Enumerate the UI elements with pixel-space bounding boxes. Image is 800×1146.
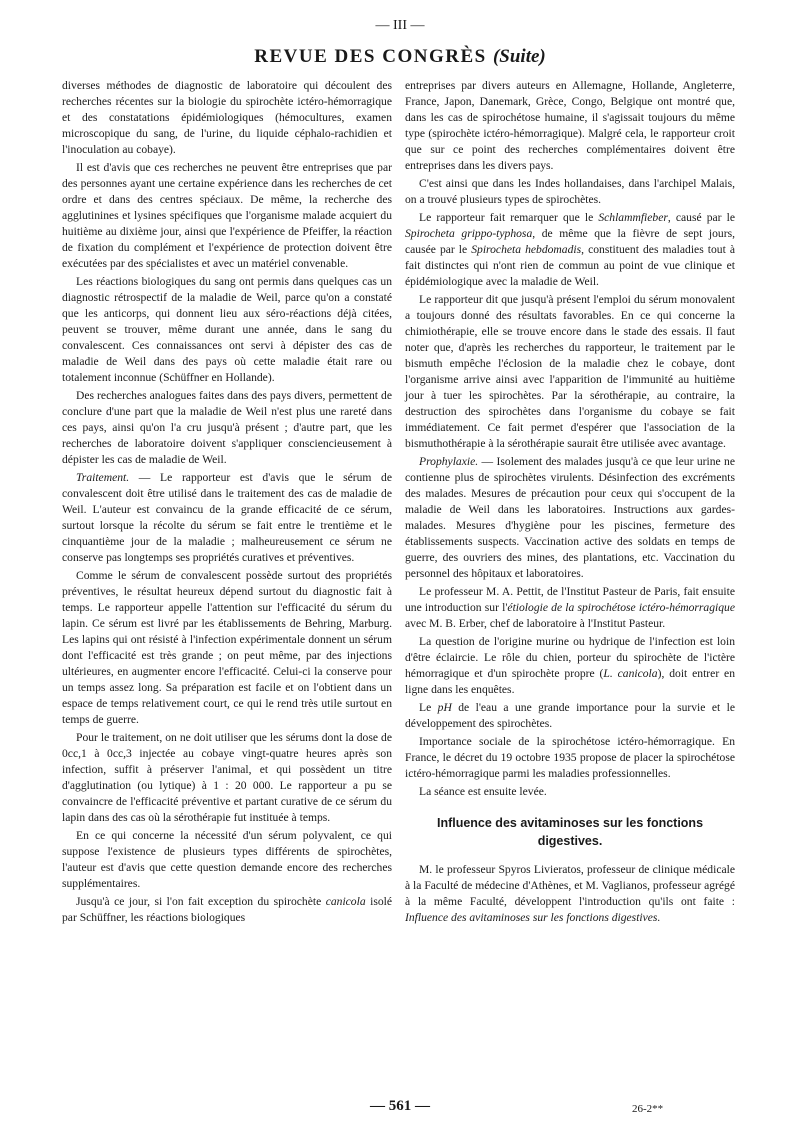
text-run: M. le professeur Spyros Livieratos, professeur de clinique médicale à la Faculté de médecine d'Athènes, et M. Vaglianos, professeur agrégé à la même Faculté, développent l'introduction qu'ils ont faite : (405, 863, 735, 908)
paragraph: Il est d'avis que ces recherches ne peuvent être entreprises que par des personnes ayant une certaine expérience dans les recherches de cet ordre et dans des centres spéciaux. De même, la recherche des agglutinines et lysines spécifiques que l'organisme malade acquiert du huitième au dixième jour, ainsi que l'expérience de Pfeiffer, la réaction de fixation du complément et l'expérience de protection doivent être exécutées par des spécialistes et avec un matériel convenable. (62, 161, 392, 270)
text-run: , de même que la fièvre de sept jours, causée par le (405, 227, 736, 256)
paragraph-text: — Isolement des malades jusqu'à ce que leur urine ne contienne plus de spirochètes virulents. Désinfection des excréments des malades. Mesures de précaution pour ceux qui s'occupent de la maladie de Weil dans les laboratoires. Instructions aux gardes-malades. Mesures d'hygiène pour les piscines, fermeture des établissements suspects. Vaccination active des soldats en temps de guerre, des ouvriers des mines, des plantations, etc. Vaccination du personnel des hôpitaux et laboratoires. (405, 455, 735, 580)
italic-run: Schlammfieber (598, 211, 668, 224)
paragraph: En ce qui concerne la nécessité d'un sérum polyvalent, ce qui suppose l'existence de plusieurs types différents de spirochètes, l'auteur est d'avis que cette question demande encore des recherches supplémentaires. (62, 829, 392, 890)
page-roman-numeral: — III — (375, 18, 425, 33)
paragraph: entreprises par divers auteurs en Allemagne, Hollande, Angleterre, France, Japon, Danemark, Grèce, Congo, Belgique ont montré que, dans les cas de spirochétose humaine, il s'agissait toujours du même type (spirochète ictéro-hémorragique). Malgré cela, le rapporteur croit que sur ce point des recherches complémentaires doivent être entreprises dans les divers pays. (405, 79, 735, 172)
page-number: — 561 — (370, 1098, 430, 1114)
paragraph (405, 584, 735, 632)
right-column (405, 78, 735, 928)
text-run: , constituent des maladies tout à fait distinctes qui n'ont rien de commun au point de vue clinique et épidémiologique avec la maladie de Weil. (405, 243, 736, 288)
section-heading: Influence des avitaminoses sur les fonctions digestives. (436, 816, 704, 848)
paragraph: Le rapporteur dit que jusqu'à présent l'emploi du sérum monovalent a toujours donné des résultats favorables. En ce qui concerne la chimiothérapie, elle se trouve encore dans le stade des essais. Il faut noter que, d'après les recherches du rapporteur, le traitement par le bismuth empêche l'éclosion de la maladie chez le cobaye, dont l'organisme arrive ainsi avec l'apparition de l'immunité au huitième jour à tuer les spirochètes. Par la sérothérapie, au contraire, la destruction des spirochètes dans l'organisme du cobaye se fait immédiatement. Ce fait permet d'espérer que l'association de la bismuthothérapie à la sérothérapie saurait être utilisée avec avantage. (405, 293, 735, 450)
text-run: Le (419, 701, 438, 714)
text-run: avec M. B. Erber, chef de laboratoire à l'Institut Pasteur. (405, 617, 666, 630)
paragraph (405, 862, 735, 926)
text-run: La question de l'origine murine ou hydrique de l'infection est loin d'être éclaircie. Le rôle du chien, porteur du spirochète de l'ictère hémorragique et d'un spirochète propre ( (405, 635, 735, 680)
italic-run: Influence des avitaminoses sur les fonctions digestives. (405, 911, 661, 924)
paragraph: Pour le traitement, on ne doit utiliser que les sérums dont la dose de 0cc,1 à 0cc,3 injectée au cobaye vingt-quatre heures après son infection, suffit à préserver l'animal, et qui possèdent un titre d'agglutination (ou lytique) à 1 : 20 000. Le rapporteur a pu se convaincre de l'efficacité préventive et partant curative de ce sérum du lapin dans des cas où la sérothérapie fut instituée à temps. (62, 731, 392, 824)
paragraph-text: — Le rapporteur est d'avis que le sérum de convalescent doit être utilisé dans le traitement des cas de maladie de Weil. L'auteur est convaincu de la grande efficacité de ce sérum, surtout lorsque la récolte du sérum se fait entre le trentième et le cinquantième jour de la maladie ; malheureusement ce sérum ne conserve pas longtemps ses propriétés curatives et préventives. (62, 471, 392, 564)
italic-run: étiologie de la spirochétose ictéro-hémorragique (507, 601, 735, 614)
italic-run: Spirocheta grippo-typhosa (405, 227, 533, 240)
left-column (62, 78, 392, 928)
paragraph (62, 894, 392, 926)
paragraph: Comme le sérum de convalescent possède surtout des propriétés préventives, le résultat heureux dépend surtout du diagnostic fait à temps. Le rapporteur appelle l'attention sur l'efficacité du sérum du lapin. Ce sérum est livré par les établissements de Behring, Marburg. Les lapins qui ont résisté à l'infection expérimentale donnent un sérum dont l'efficacité est très grande ; on peut même, par des injections ultérieures, en augmenter encore l'efficacité. Celui-ci la conserve pour un temps assez long. Sa préparation est facile et on l'obtient dans un espace de temps relativement court, ce qui le rend très utile surtout en temps de guerre. (62, 569, 392, 726)
text-run: isolé par Schüffner, les réactions biologiques (62, 895, 392, 924)
paragraph: Les réactions biologiques du sang ont permis dans quelques cas un diagnostic rétrospectif de la maladie de Weil, parce qu'on a constaté que les anticorps, qui donnent lieu aux séro-réactions déjà citées, peuvent se trouver, même durant une année, dans le sang du convalescent. Ces connaissances ont servi à dépister des cas de maladie de Weil dans des pays où cette maladie était rare ou totalement inconnue (Schüffner en Hollande). (62, 275, 392, 384)
italic-run: L. canicola (603, 667, 658, 680)
printer-signature: 26-2** (632, 1103, 664, 1115)
page-title (0, 46, 800, 68)
paragraph: C'est ainsi que dans les Indes hollandaises, dans l'archipel Malais, on a trouvé plusieurs types de spirochètes. (405, 177, 735, 206)
paragraph: Importance sociale de la spirochétose ictéro-hémorragique. En France, le décret du 19 octobre 1935 propose de placer la spirochétose ictéro-hémorragique parmi les maladies professionnelles. (405, 735, 735, 780)
italic-run: Spirocheta hebdomadis (471, 243, 582, 256)
title-suite: (Suite) (492, 46, 546, 67)
paragraph (405, 700, 735, 732)
italic-run: canicola (325, 895, 366, 908)
paragraph (405, 634, 735, 698)
paragraph-prophylaxie (405, 454, 735, 582)
paragraph (405, 210, 735, 290)
text-run: Le rapporteur fait remarquer que le (419, 211, 599, 224)
paragraph-traitement (62, 470, 392, 566)
text-run: , causé par le (667, 211, 736, 224)
section-lead: Prophylaxie. (419, 455, 479, 468)
text-run: Jusqu'à ce jour, si l'on fait exception du spirochète (76, 895, 326, 908)
paragraph: La séance est ensuite levée. (419, 785, 547, 798)
section-lead: Traitement. (76, 471, 130, 484)
paragraph: Des recherches analogues faites dans des pays divers, permettent de conclure d'une part que la maladie de Weil n'est plus une rareté dans ces pays, ainsi qu'on l'a cru jusqu'à présent ; d'autre part, que les recherches de laboratoire doivent s'appliquer consciencieusement à dépister les cas de maladie de Weil. (62, 389, 392, 466)
text-run: Le professeur M. A. Pettit, de l'Institut Pasteur de Paris, fait ensuite une introduction sur l' (405, 585, 735, 614)
paragraph: diverses méthodes de diagnostic de laboratoire qui découlent des recherches récentes sur la biologie du spirochète ictéro-hémorragique et des constatations épidémiologiques (hémocultures, examen microscopique du sang, de l'urine, du liquide céphalo-rachidien et l'inoculation au cobaye). (62, 79, 392, 156)
text-run: ), doit entrer en ligne dans les enquêtes. (405, 667, 736, 696)
title-text: REVUE DES CONGRÈS (254, 46, 487, 67)
text-run: de l'eau a une grande importance pour la survie et le développement des spirochètes. (405, 701, 735, 730)
italic-run: pH (437, 701, 452, 714)
